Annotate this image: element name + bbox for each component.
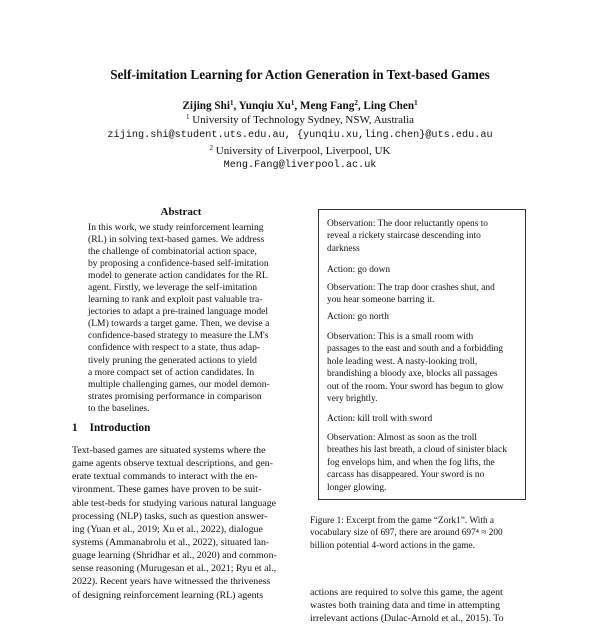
observation-text: passages to the east and south and a forbidding	[327, 344, 504, 355]
author-name: Meng Fang	[299, 100, 355, 112]
intro-line: erate textual commands to interact with the en-	[72, 471, 258, 483]
abstract-line: jectories to adapt a pre-trained language model	[88, 306, 269, 318]
observation-text: breathes his last breath, a cloud of sinister black	[327, 445, 507, 456]
observation-text: The door reluctantly opens to	[375, 219, 488, 229]
affiliation-number: 1	[185, 113, 190, 121]
observation-text: Almost as soon as the troll	[375, 433, 477, 443]
intro-line: Text-based games are situated systems where the	[72, 445, 266, 456]
observation-block	[327, 331, 523, 405]
abstract-line: confidence-based strategy to measure the LM's	[88, 330, 269, 342]
author-affiliation-mark: 1	[290, 99, 295, 107]
intro-line: game agents observe textual descriptions, and gen-	[72, 458, 274, 470]
intro-line: able test-beds for studying various natural language	[72, 497, 277, 509]
caption-line: vocabulary size of 697, there are around 697⁴ ≈ 200	[310, 528, 503, 539]
author-name: Yunqiu Xu	[238, 100, 291, 112]
section-heading	[72, 422, 150, 434]
affiliation-2	[0, 145, 600, 157]
abstract-line: (RL) in solving text-based games. We address	[88, 234, 265, 246]
abstract-line: In this work, we study reinforcement learning	[88, 222, 264, 233]
affiliation-name: University of Technology Sydney, NSW, Australia	[192, 114, 415, 126]
right-column-body	[310, 586, 532, 625]
observation-text: carcass has disappeared. Your sword is no	[327, 470, 485, 481]
body-line: irrelevant actions (Dulac-Arnold et al., 2015). To	[310, 613, 504, 625]
paper-title: Self-imitation Learning for Action Generation in Text-based Games	[110, 67, 490, 82]
abstract-line: by proposing a confidence-based self-imitation	[88, 258, 269, 270]
caption-line: billion potential 4-word actions in the game.	[310, 540, 475, 551]
observation-block	[327, 432, 523, 494]
observation-text: very brightly.	[327, 393, 378, 404]
observation-label: Observation:	[327, 219, 376, 229]
observation-label: Observation:	[327, 332, 376, 342]
action-label: Action:	[327, 312, 356, 322]
abstract-line: agent. Firstly, we leverage the self-imitation	[88, 282, 258, 294]
abstract-line: (LM) towards a target game. Then, we devise a	[88, 318, 270, 330]
action-text: go down	[355, 265, 391, 275]
observation-text: darkness	[327, 243, 360, 254]
body-line: actions are required to solve this game, the agent	[310, 587, 503, 598]
observation-text: brandishing a bloody axe, blocks all passages	[327, 369, 498, 380]
abstract-line: tively pruning the generated actions to yield	[88, 354, 257, 366]
action-label: Action:	[327, 265, 356, 275]
action-block	[327, 311, 523, 323]
observation-text: longer glowing.	[327, 482, 387, 493]
intro-line: of designing reinforcement learning (RL) agents	[72, 589, 264, 601]
introduction-body	[72, 444, 304, 602]
email-line-2: Meng.Fang@liverpool.ac.uk	[223, 160, 377, 171]
author-list: Zijing Shi$^1$, Yunqiu Xu$^1$, Meng Fang$^2$, Ling Chen$^1$	[182, 99, 418, 112]
affiliation-1	[0, 114, 600, 126]
affiliation-number: 2	[209, 144, 213, 152]
observation-block	[327, 282, 523, 307]
intro-line: processing (NLP) tasks, such as question answer-	[72, 510, 268, 522]
observation-text: hole leading west. A nasty-looking troll,	[327, 356, 478, 367]
author-affiliation-mark: 1	[229, 99, 234, 107]
abstract-line: learning to rank and exploit past valuable tra-	[88, 294, 263, 306]
action-text: go north	[355, 312, 389, 322]
body-line: wastes both training data and time in attempting	[310, 600, 501, 612]
author-name: Ling Chen	[363, 100, 415, 112]
abstract-line: multiple challenging games, our model demon-	[88, 378, 270, 390]
section-number: 1	[72, 422, 78, 434]
abstract-line: confidence with respect to a state, thus adap-	[88, 342, 261, 354]
observation-block	[327, 218, 523, 255]
action-block	[327, 264, 523, 276]
intro-line: sense reasoning (Murugesan et al., 2021; Ryu et al.,	[72, 563, 277, 575]
figure-1-box	[318, 209, 526, 500]
intro-line: systems (Ammanabrolu et al., 2022), situated lan-	[72, 536, 270, 548]
abstract-line: a more compact set of action candidates. In	[88, 366, 255, 378]
abstract-line: strates promising performance in comparison	[88, 390, 262, 402]
action-block	[327, 413, 523, 425]
intro-line: 2022). Recent years have witnessed the thriveness	[72, 576, 271, 588]
observation-text: This is a small room with	[375, 332, 474, 342]
figure-1-caption	[310, 515, 532, 552]
observation-text: The trap door crashes shut, and	[375, 283, 495, 293]
action-text: kill troll with sword	[355, 414, 433, 424]
abstract-line: model to generate action candidates for the RL	[88, 270, 268, 282]
observation-label: Observation:	[327, 283, 376, 293]
affiliation-name: University of Liverpool, Liverpool, UK	[215, 145, 391, 157]
observation-text: reveal a rickety staircase descending into	[327, 231, 481, 242]
observation-text: out of the room. Your sword has begun to glow	[327, 381, 504, 392]
intro-line: ing (Yuan et al., 2019; Xu et al., 2022), dialogue	[72, 523, 263, 535]
abstract-line: the challenge of combinatorial action space,	[88, 246, 257, 258]
abstract-line: to the baselines.	[88, 402, 150, 414]
author-affiliation-mark: 2	[354, 99, 358, 107]
observation-text: you hear someone barring it.	[327, 295, 435, 306]
author-affiliation-mark: 1	[414, 99, 418, 107]
intro-line: guage learning (Shridhar et al., 2020) and common-	[72, 550, 277, 562]
abstract-body	[88, 222, 290, 415]
observation-label: Observation:	[327, 433, 376, 443]
intro-line: vironment. These games have proven to be suit-	[72, 484, 262, 496]
abstract-heading: Abstract	[160, 206, 202, 218]
section-title: Introduction	[89, 422, 151, 434]
author-name: Zijing Shi	[182, 100, 230, 112]
observation-text: fog envelops him, and when the fog lifts, the	[327, 457, 495, 468]
email-line-1: zijing.shi@student.uts.edu.au, {yunqiu.xu,ling.chen}@uts.edu.au	[107, 130, 493, 141]
caption-line: Figure 1: Excerpt from the game “Zork1”. With a	[310, 516, 495, 526]
action-label: Action:	[327, 414, 356, 424]
